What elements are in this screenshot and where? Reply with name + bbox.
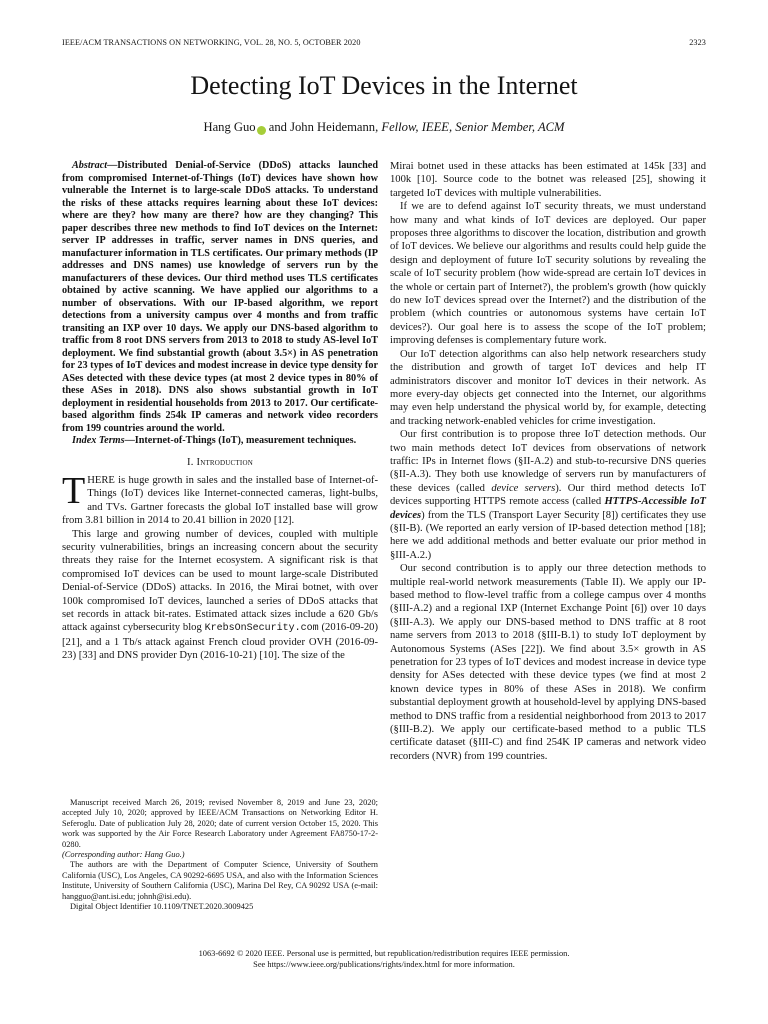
- section-number: I.: [187, 456, 197, 468]
- abstract-label: Abstract: [72, 160, 108, 171]
- intro-p2-text-b: (2016-09-20) [21], and a 1 Tb/s attack against French cloud provider OVH (2016-09-23) [33] and DNS provider Dyn (2016-10-21) [10]. The size of the: [62, 622, 378, 662]
- section-heading: [62, 456, 378, 469]
- device-servers-term: device servers: [491, 482, 556, 494]
- intro-p2-text-a: This large and growing number of devices, coupled with multiple security vulnerabilities, brings an increasing concern about the security threats they raise for the Internet ecosystem. A significant risk is that compromised IoT devices can be used to mount large-scale Distributed Denial-of-Service (DDoS) attacks. In 2016, the Mirai botnet, with over 100k compromised IoT devices, launched a series of DDoS attacks that set records in attack bit-rates. Estimated attack sizes include a 620 Gb/s attack against cybersecurity blog: [62, 528, 378, 634]
- orcid-icon[interactable]: [257, 126, 266, 135]
- author-rest: and John Heidemann,: [265, 120, 382, 134]
- right-paragraph-1: Mirai botnet used in these attacks has been estimated at 145k [33] and 100k [10]. Source code to the botnet was released [25], showing it targeted IoT devices with multiple vulnerabilities.: [390, 161, 706, 199]
- copyright-notice: [0, 948, 768, 970]
- abstract: [62, 160, 378, 435]
- abstract-text: —Distributed Denial-of-Service (DDoS) attacks launched from compromised Internet-of-Things (IoT) devices have shown how vulnerable the Internet is to large-scale DDoS attacks. To understand the risks of these attacks requires learning about these IoT devices: where are they? how many are there? how are they changing? This paper describes three new methods to find IoT devices on the Internet: server IP addresses in traffic, server names in DNS queries, and manufacturer information in TLS certificates. Our primary methods (IP addresses and DNS names) use knowledge of servers run by the manufacturers of these devices. Our third method uses TLS certificates obtained by active scanning. We have applied our algorithms to a number of observations. With our IP-based algorithm, we report detections from a university campus over 4 months and from traffic transiting an IXP over 10 days. We apply our DNS-based algorithm to traffic from 8 root DNS servers from 2013 to 2018 to study AS-level IoT deployment. We find substantial growth (about 3.5×) in AS penetration for 23 types of IoT devices and modest increase in device type density for ASes detected with these device types (at most 2 device types in 80% of these ASes in 2018). DNS also shows substantial growth in IoT deployment in residential households from 2013 to 2017. Our certificate-based algorithm finds 254k IP cameras and network video recorders from 199 countries around the world.: [62, 160, 378, 434]
- footnote-corresponding: (Corresponding author: Hang Guo.): [62, 850, 185, 860]
- right-paragraph-5: Our second contribution is to apply our three detection methods to multiple real-world network measurements (Table II). We apply our IP-based method to flow-level traffic from a college campus over 4 months (§III-A.2) and a regional IXP (Internet Exchange Point [6]) over 10 days (§III-A.3). We apply our DNS-based method to DNS traffic at 8 root name servers from 2013 to 2018 (§III-B.1) to study IoT deployment by Autonomous Systems (ASes [22]). We find about 3.5× growth in AS penetration for 23 types of IoT devices and modest increase in device type density for ASes detected with these device types (we find at most 2 known device types in 80% of these ASes in 2018). We confirm substantial deployment growth at household-level by applying DNS-based method to DNS traffic from a residential neighborhood from 2013 to 2017 (§III-B.2). We apply our certificate-based method to a public TLS certificate dataset (§III-C) and find 254K IP cameras and network video recorders (NVR) from 199 countries.: [390, 563, 706, 762]
- right-column: [390, 160, 706, 763]
- https-iot-term: HTTPS-Accessible IoT devices: [390, 496, 706, 521]
- journal-name: IEEE/ACM TRANSACTIONS ON NETWORKING, VOL. 28, NO. 5, OCTOBER 2020: [62, 38, 361, 47]
- page-number: 2323: [689, 38, 706, 47]
- index-terms: [62, 435, 378, 448]
- running-header: [62, 38, 706, 47]
- footnote: [62, 798, 378, 912]
- footnote-doi: Digital Object Identifier 10.1109/TNET.2020.3009425: [70, 902, 254, 912]
- intro-paragraph-2: [62, 528, 378, 663]
- paper-title: Detecting IoT Devices in the Internet: [190, 71, 578, 100]
- left-column: [62, 160, 378, 663]
- right-p4-text-a: Our first contribution is to propose three IoT detection methods. Our two main methods detect IoT devices from observations of network traffic: IPs in Internet flows (§II-A.2) and stub-to-recursive DNS queries (§II-A.3). They both use knowledge of servers run by manufacturers of these devices (called: [390, 429, 706, 494]
- footnote-received: Manuscript received March 26, 2019; revised November 8, 2019 and June 23, 2020; accepted July 10, 2020; approved by IEEE/ACM Transactions on Networking Editor H. Seferoglu. Date of publication July 28, 2020; date of current version October 15, 2020. This work was supported by the Air Force Research Laboratory under Agreement FA8750-17-2-0280.: [62, 798, 378, 849]
- right-p4-text-c: ) from the TLS (Transport Layer Security [8]) certificates they use (§II-B). (We reported an early version of IP-based detection method [18]; here we add additional methods and better evaluate our prior method in §III-A.2.): [390, 509, 706, 561]
- author-role: Fellow, IEEE, Senior Member, ACM: [381, 120, 565, 134]
- copyright-line-1: 1063-6692 © 2020 IEEE. Personal use is permitted, but republication/redistribution requires IEEE permission.: [198, 949, 570, 958]
- index-terms-label: Index Terms: [72, 435, 125, 446]
- index-terms-text: —Internet-of-Things (IoT), measurement techniques.: [124, 435, 357, 446]
- krebs-domain: KrebsOnSecurity.com: [204, 623, 319, 635]
- right-paragraph-4: [390, 428, 706, 562]
- intro-paragraph-1: [62, 469, 378, 528]
- copyright-line-2: See https://www.ieee.org/publications/rights/index.html for more information.: [253, 960, 515, 969]
- author-line: [0, 120, 768, 135]
- right-paragraph-2: If we are to defend against IoT security threats, we must understand how many and what kinds of IoT devices are deployed. Our paper proposes three algorithms to discover the location, distribution and growth of IoT devices. We believe our algorithms and results could help guide the design and deployment of future IoT security solutions by revealing the scale of IoT security problem (how wide-spread are certain IoT devices in the whole or certain part of Internet?), the problem's growth (how quickly do new IoT devices spread over the Internet?) and the distribution of the problem (which countries or autonomous systems have certain IoT devices?). Our goal here is to assess the scope of the IoT problem; improving defenses is complementary future work.: [390, 201, 706, 347]
- right-p4-text-b: ). Our third method detects IoT devices supporting HTTPS remote access (called: [390, 482, 707, 508]
- section-title: Introduction: [196, 456, 253, 468]
- drop-cap: T: [62, 469, 86, 512]
- right-paragraph-3: Our IoT detection algorithms can also help network researchers study the distribution and growth of target IoT devices and help IT administrators discover and monitor IoT devices in their network. As more every-day objects get connected into the Internet, our algorithms may even help understand the physical world by, for example, detecting and tracking network-enabled vehicles for crime investigation.: [390, 348, 706, 427]
- intro-p1-text: HERE is huge growth in sales and the installed base of Internet-of-Things (IoT) devices like Internet-connected cameras, light-bulbs, and TVs. Gartner forecasts the global IoT installed base will grow from 3.81 billion in 2014 to 20.41 billion in 2020 [12].: [62, 474, 378, 527]
- author-first: Hang Guo: [203, 120, 256, 134]
- footnote-affiliation: The authors are with the Department of Computer Science, University of Southern California (USC), Los Angeles, CA 90292-6695 USA, and also with the Information Sciences Institute, University of Southern California (USC), Marina Del Rey, CA 90292 USA (e-mail: hangguo@ant.isi.edu; johnh@isi.edu).: [62, 860, 378, 901]
